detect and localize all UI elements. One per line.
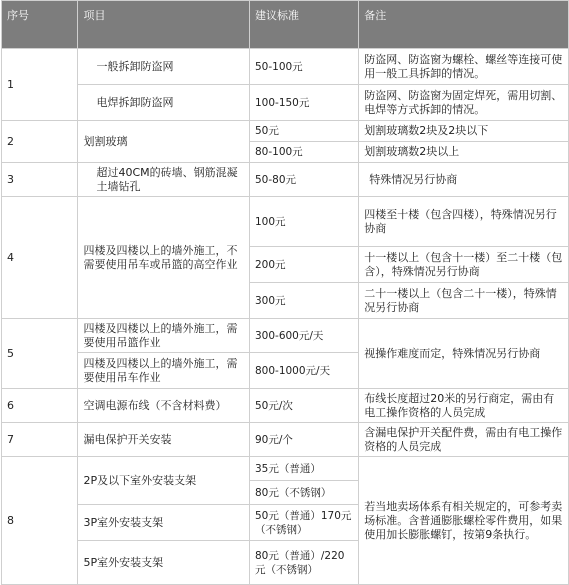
standard-cell: 50元	[249, 121, 358, 142]
item-cell: 空调电源布线（不含材料费）	[78, 389, 250, 423]
standard-cell: 300元	[249, 283, 358, 319]
item-cell: 一般拆卸防盗网	[78, 49, 250, 85]
table-row	[2, 197, 569, 247]
standard-cell: 80元（不锈钢）	[249, 481, 358, 505]
item-cell: 划割玻璃	[78, 121, 250, 163]
note-cell: 防盗网、防盗窗为固定焊死，需用切割、电焊等方式拆卸的情况。	[359, 85, 569, 121]
header-standard: 建议标准	[249, 1, 358, 49]
standard-cell: 80元（普通）/220元（不锈钢）	[249, 541, 358, 585]
item-cell: 四楼及四楼以上的墙外施工，不需要使用吊车或吊篮的高空作业	[78, 197, 250, 319]
standard-cell: 800-1000元/天	[249, 353, 358, 389]
row-number: 4	[2, 197, 78, 319]
standard-cell: 50-80元	[249, 163, 358, 197]
standard-cell: 100元	[249, 197, 358, 247]
standard-cell: 50-100元	[249, 49, 358, 85]
item-cell: 四楼及四楼以上的墙外施工，需要使用吊篮作业	[78, 319, 250, 353]
standard-cell: 50元/次	[249, 389, 358, 423]
table-row	[2, 49, 569, 85]
item-cell: 2P及以下室外安装支架	[78, 457, 250, 505]
standard-cell: 35元（普通）	[249, 457, 358, 481]
standard-cell: 100-150元	[249, 85, 358, 121]
row-number: 5	[2, 319, 78, 389]
header-item: 项目	[78, 1, 250, 49]
table-row	[2, 457, 569, 481]
standard-cell: 300-600元/天	[249, 319, 358, 353]
note-cell: 视操作难度而定，特殊情况另行协商	[359, 319, 569, 389]
row-number: 6	[2, 389, 78, 423]
standard-cell: 90元/个	[249, 423, 358, 457]
table-row	[2, 319, 569, 353]
note-cell: 四楼至十楼（包含四楼），特殊情况另行协商	[359, 197, 569, 247]
note-cell: 若当地卖场体系有相关规定的，可参考卖场标准。含普通膨胀螺栓零件费用，如果使用加长膨胀螺钉，按第9条执行。	[359, 457, 569, 585]
item-cell: 四楼及四楼以上的墙外施工，需要使用吊车作业	[78, 353, 250, 389]
header-no: 序号	[2, 1, 78, 49]
table-row	[2, 389, 569, 423]
note-cell: 布线长度超过20米的另行商定，需由有电工操作资格的人员完成	[359, 389, 569, 423]
note-cell: 防盗网、防盗窗为螺栓、螺丝等连接可使用一般工具拆卸的情况。	[359, 49, 569, 85]
note-cell: 含漏电保护开关配件费，需由有电工操作资格的人员完成	[359, 423, 569, 457]
item-cell: 3P室外安装支架	[78, 505, 250, 541]
item-cell: 超过40CM的砖墙、钢筋混凝土墙钻孔	[78, 163, 250, 197]
item-cell: 漏电保护开关安装	[78, 423, 250, 457]
table-row	[2, 423, 569, 457]
table-row	[2, 121, 569, 142]
note-cell: 十一楼以上（包含十一楼）至二十楼（包含），特殊情况另行协商	[359, 247, 569, 283]
item-cell: 5P室外安装支架	[78, 541, 250, 585]
table-row	[2, 163, 569, 197]
note-cell: 特殊情况另行协商	[359, 163, 569, 197]
row-number: 7	[2, 423, 78, 457]
table-row	[2, 85, 569, 121]
row-number: 3	[2, 163, 78, 197]
header-note: 备注	[359, 1, 569, 49]
row-number: 1	[2, 49, 78, 121]
row-number: 8	[2, 457, 78, 585]
item-cell: 电焊拆卸防盗网	[78, 85, 250, 121]
table-header-row	[2, 1, 569, 49]
note-cell: 划割玻璃数2块以上	[359, 142, 569, 163]
standard-cell: 50元（普通）170元（不锈钢）	[249, 505, 358, 541]
standard-cell: 200元	[249, 247, 358, 283]
note-cell: 划割玻璃数2块及2块以下	[359, 121, 569, 142]
note-cell: 二十一楼以上（包含二十一楼），特殊情况另行协商	[359, 283, 569, 319]
fee-table	[1, 0, 569, 585]
row-number: 2	[2, 121, 78, 163]
standard-cell: 80-100元	[249, 142, 358, 163]
